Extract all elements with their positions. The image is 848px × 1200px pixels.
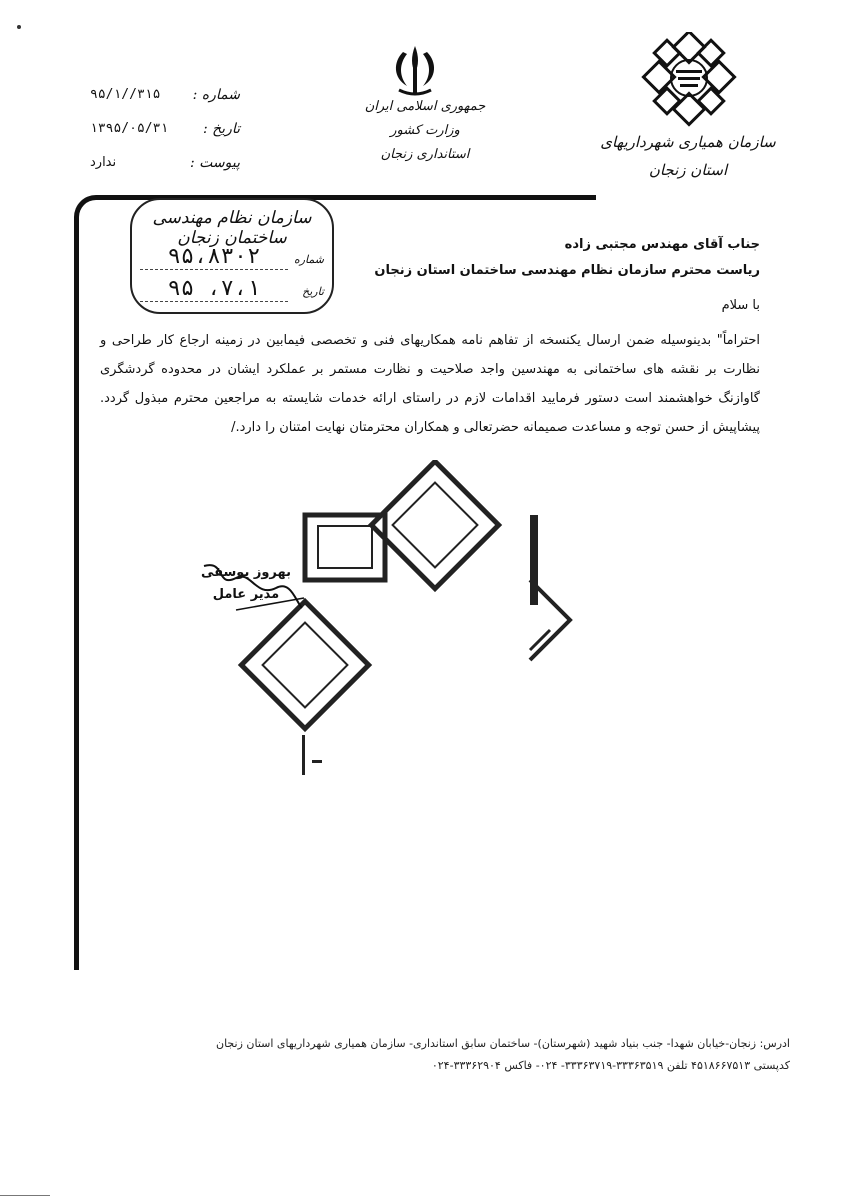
stamp-date-row xyxy=(140,276,324,302)
stamp-number-value: ۹۵،۸۳۰۲ xyxy=(140,244,288,270)
recipient-name: جناب آقای مهندس مجتبی زاده xyxy=(564,237,760,252)
organization-seal-icon xyxy=(230,460,610,790)
stamp-title: سازمان نظام مهندسی ساختمان زنجان xyxy=(152,208,312,248)
meta-label: پیوست : xyxy=(190,155,240,171)
letter-meta xyxy=(90,78,240,180)
footer xyxy=(60,1033,790,1077)
meta-label: شماره : xyxy=(192,87,240,103)
scan-dot xyxy=(17,25,21,29)
received-stamp xyxy=(130,198,334,314)
recipient-title: ریاست محترم سازمان نظام مهندسی ساختمان استان زنجان xyxy=(374,263,760,278)
footer-address: ادرس: زنجان-خیابان شهدا- جنب بنیاد شهید (شهرستان)- ساختمان سابق استانداری- سازمان همیاری شهرداریهای استان زنجان xyxy=(215,1037,790,1050)
letter-body: احتراماً" بدینوسیله ضمن ارسال یکنسخه از تفاهم نامه همکاریهای فنی و تخصصی فیمابین در زمینه ارجاع کار طراحی و نظارت بر نقشه های ساختمانی به مهندسین واجد صلاحیت و نظارت مستمر بر عملکرد ایشان در محدوده گردشگری گاوازنگ خواهشمند است دستور فرمایید اقدامات لازم در راستای ارائه خدمات شایسته به مراجعین محترم مبذول گردد. پیشاپیش از حسن توجه و مساعدت صمیمانه حضرتعالی و همکاران محترمتان نهایت امتنان را دارد./ xyxy=(100,333,760,435)
stamp-date-label: تاریخ xyxy=(302,285,324,298)
page-bracket xyxy=(74,195,101,970)
government-heading xyxy=(355,95,495,167)
signatory-name: بهروز یوسفی xyxy=(201,565,291,580)
stamp-number-label: شماره xyxy=(293,253,324,266)
footer-contact: کدپستی ۴۵۱۸۶۶۷۵۱۳ تلفن ۳۳۳۶۳۵۱۹-۳۳۳۶۳۷۱۹- ۰۲۴- فاکس ۳۳۳۶۲۹۰۴-۰۲۴ xyxy=(431,1059,790,1072)
recipient xyxy=(340,232,760,284)
meta-attachment xyxy=(90,146,240,180)
meta-label: تاریخ : xyxy=(202,121,240,137)
scan-edge-line xyxy=(0,1195,50,1196)
organization-logo-icon xyxy=(640,32,740,127)
iran-emblem-icon xyxy=(385,42,445,100)
greeting: با سلام xyxy=(721,298,760,313)
gov-line: استانداری زنجان xyxy=(380,147,470,162)
meta-number xyxy=(90,78,240,112)
organization-name xyxy=(598,128,778,184)
stamp-number-row xyxy=(140,244,324,270)
meta-date xyxy=(90,112,240,146)
signatory xyxy=(196,562,296,606)
org-line: سازمان همیاری شهرداریهای xyxy=(600,133,776,151)
gov-line: جمهوری اسلامی ایران xyxy=(364,99,486,114)
meta-value: ندارد xyxy=(90,155,117,170)
stamp-date-value: ۹۵ ،۷،۱ xyxy=(140,276,288,302)
org-line: استان زنجان xyxy=(648,161,728,179)
signatory-title: مدیر عامل xyxy=(212,587,280,602)
meta-value: ۹۵/۱//۳۱۵ xyxy=(90,87,161,102)
gov-line: وزارت کشور xyxy=(390,123,460,138)
meta-value: ۱۳۹۵/۰۵/۳۱ xyxy=(90,121,169,136)
